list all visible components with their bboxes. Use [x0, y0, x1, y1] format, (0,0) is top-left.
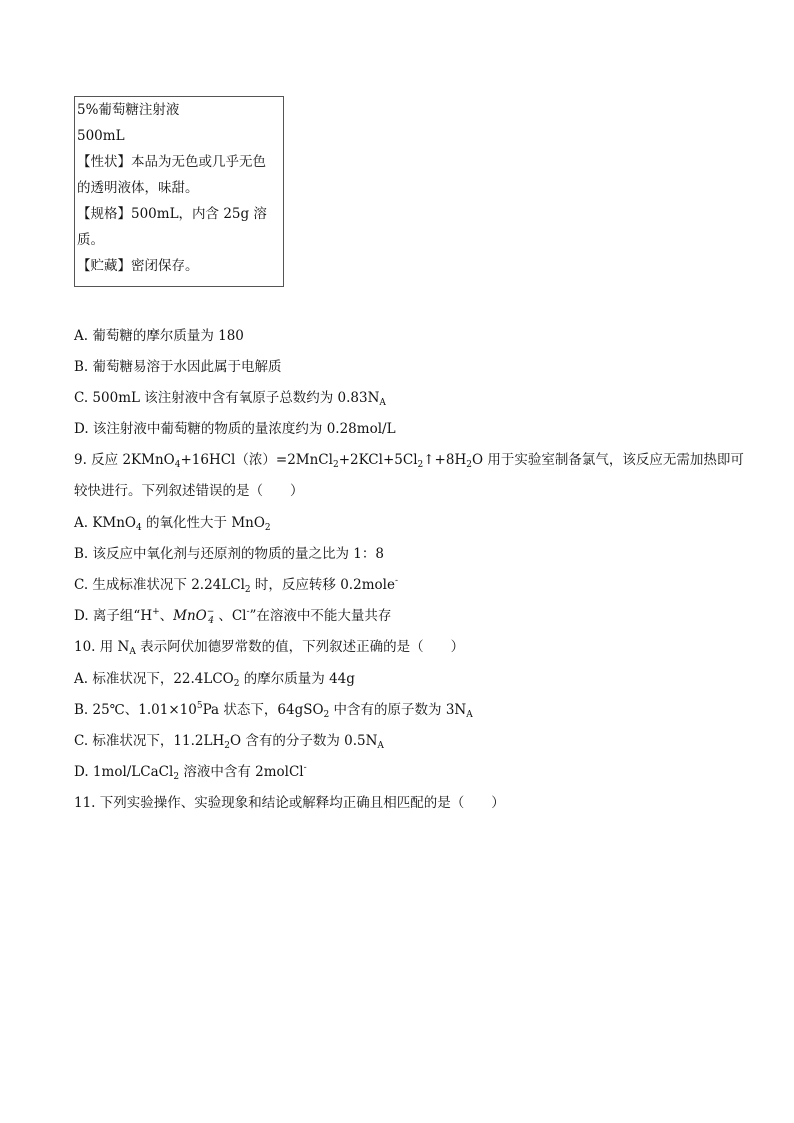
- label-line: 【规格】500mL，内含 25g 溶: [77, 206, 267, 222]
- q9-option-a: A. KMnO$_4$ 的氧化性大于 MnO$_2$: [74, 515, 271, 533]
- q11-stem: 11. 下列实验操作、实验现象和结论或解释均正确且相匹配的是（ ）: [74, 795, 505, 811]
- q10-option-a: A. 标准状况下，$22.4LCO_2$ 的摩尔质量为 44g: [74, 671, 355, 689]
- q8-option-a: A. 葡萄糖的摩尔质量为 180: [74, 328, 244, 344]
- q8-option-c: C. 500mL 该注射液中含有氧原子总数约为 $0.83N_A$: [74, 390, 386, 408]
- permanganate-ion: MnO−$_4$: [173, 607, 215, 626]
- q8-option-d: D. 该注射液中葡萄糖的物质的量浓度约为 0.28mol/L: [74, 421, 396, 437]
- q10-option-b: B. 25℃、$1.01\times 10^5Pa$ 状态下，64gSO$_2$ 中含有的原子数为 $3N_A$: [74, 701, 473, 720]
- q9-option-b: B. 该反应中氧化剂与还原剂的物质的量之比为 1：8: [74, 546, 384, 562]
- label-title: 5%葡萄糖注射液: [77, 102, 180, 118]
- q10-option-d: D. 1mol/LCaCl$_2$ 溶液中含有 2molCl-: [74, 763, 307, 782]
- q10-option-c: C. 标准状况下，$11.2LH_2O$ 含有的分子数为 $0.5N_A$: [74, 733, 384, 751]
- label-volume: 500mL: [77, 128, 125, 144]
- q9-option-d: D. 离子组“H+、MnO−$_4$ 、Cl-”在溶液中不能大量共存: [74, 607, 392, 626]
- q9-option-c: C. 生成标准状况下 2.24LCl$_2$ 时，反应转移 0.2mole-: [74, 576, 398, 595]
- q9-stem: 9. 反应 2KMnO$_4$+16HCl（浓）$=2MnCl_2+2KCl+5Cl_2↑+8H_2O$ 用于实验室制备氯气，该反应无需加热即可较快进行。下列叙述错误的是（ ）: [74, 452, 744, 499]
- q10-stem: 10. 用 $N_A$ 表示阿伏加德罗常数的值，下列叙述正确的是（ ）: [74, 639, 465, 657]
- label-line: 【贮藏】密闭保存。: [77, 258, 199, 274]
- q8-option-b: B. 葡萄糖易溶于水因此属于电解质: [74, 359, 282, 375]
- label-line: 质。: [77, 232, 104, 248]
- label-line: 的透明液体，味甜。: [77, 180, 199, 196]
- drug-label-box: [74, 96, 284, 287]
- label-line: 【性状】本品为无色或几乎无色: [77, 154, 266, 170]
